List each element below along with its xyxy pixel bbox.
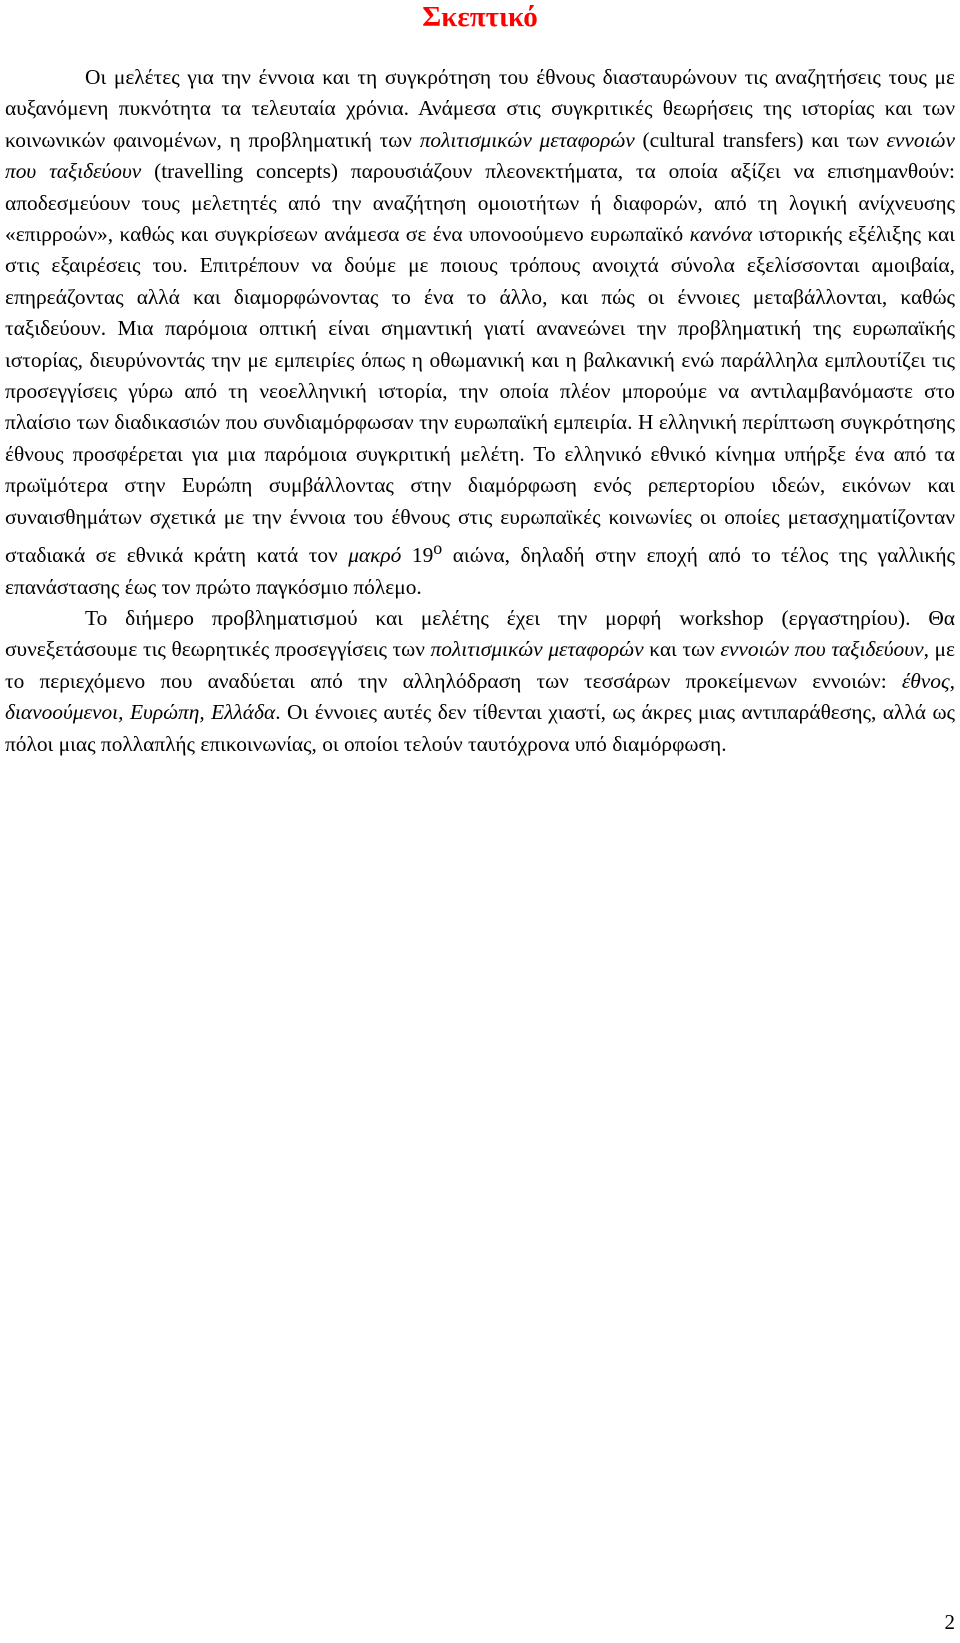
italic-term: μακρό (348, 543, 402, 568)
document-body (5, 62, 955, 760)
text-segment: . Οι έννοιες αυτές δεν τίθενται χιαστί, ως άκρες μιας αντιπαράθεσης, αλλά ως πόλοι μιας πολλαπλής επικοινωνίας, οι οποίοι τελούν ταυτόχρονα υπό διαμόρφωση. (5, 700, 956, 756)
text-segment: (travelling concepts) παρουσιάζουν πλεονεκτήματα, τα οποία αξίζει να επισημανθούν: αποδεσμεύουν τους μελετητές από την αναζήτηση ομοιοτήτων ή διαφορών, από τη λογική ανίχνευσης «επιρροών», καθώς και συγκρίσεων ανάμεσα σε ένα υπονοούμενο ευρωπαϊκό (5, 159, 955, 247)
italic-term: εννοιών που ταξιδεύουν (5, 127, 955, 184)
text-segment: Οι μελέτες για την έννοια και τη συγκρότηση του έθνους διασταυρώνουν τις αναζητήσεις τους με αυξανόμενη πυκνότητα τα τελευταία χρόνια. Ανάμεσα στις συγκριτικές θεωρήσεις της ιστορίας και των κοινωνικών φαινομένων, η προβληματική των (5, 65, 955, 152)
text-segment: (cultural transfers) και των (634, 127, 887, 152)
italic-term: κανόνα (689, 222, 753, 247)
paragraph-1 (5, 62, 955, 603)
italic-term: έθνος, διανοούμενοι, Ευρώπη, Ελλάδα (5, 668, 955, 725)
text-segment: Το διήμερο προβληματισμού και μελέτης έχει την μορφή workshop (εργαστηρίου). Θα συνεξετάσουμε τις θεωρητικές προσεγγίσεις των (5, 606, 955, 662)
document-title: Σκεπτικό (422, 1, 538, 33)
text-segment: ιστορικής εξέλιξης και στις εξαιρέσεις του. Επιτρέπουν να δούμε με ποιους τρόπους ανοιχτά σύνολα εξελίσσονται αμοιβαία, επηρεάζοντας αλλά και διαμορφώνοντας το ένα το άλλο, και πώς οι έννοιες μεταβάλλονται, καθώς ταξιδεύουν. Μια παρόμοια οπτική είναι σημαντική γιατί ανανεώνει την προβληματική της ευρωπαϊκής ιστορίας, διευρύνοντάς την με εμπειρίες όπως η οθωμανική και η βαλκανική ενώ παράλληλα εμπλουτίζει τις προσεγγίσεις γύρω από τη νεοελληνική ιστορία, την οποία πλέον μπορούμε να αντιλαμβανόμαστε στο πλαίσιο των διαδικασιών που συνδιαμόρφωσαν την ευρωπαϊκή εμπειρία. Η ελληνική περίπτωση συγκρότησης έθνους προσφέρεται για μια παρόμοια συγκριτική μελέτη. Το ελληνικό εθνικό κίνημα υπήρξε ένα από τα πρωϊμότερα στην Ευρώπη συμβάλλοντας στην διαμόρφωση ενός ρεπερτορίου ιδεών, εικόνων και συναισθημάτων σχετικά με την έννοια του έθνους στις ευρωπαϊκές κοινωνίες οι οποίες μετασχηματίζονταν σταδιακά σε εθνικά κράτη κατά τον (5, 222, 955, 568)
text-segment: , με το περιεχόμενο που αναδύεται από την αλληλόδραση των τεσσάρων προκείμενων εννοιών: (5, 637, 956, 693)
page-number: 2 (944, 1610, 955, 1634)
text-segment: και των (643, 637, 721, 662)
italic-term: εννοιών που ταξιδεύουν (720, 637, 924, 662)
paragraph-2 (5, 603, 955, 760)
italic-term: πολιτισμικών μεταφορών (419, 127, 635, 152)
text-segment: 19 (401, 543, 434, 568)
text-segment: αιώνα, δηλαδή στην εποχή από το τέλος της γαλλικής επανάστασης έως τον πρώτο παγκόσμιο πόλεμο. (5, 543, 955, 599)
italic-term: πολιτισμικών μεταφορών (430, 637, 644, 662)
superscript-ordinal: ο (433, 538, 443, 559)
